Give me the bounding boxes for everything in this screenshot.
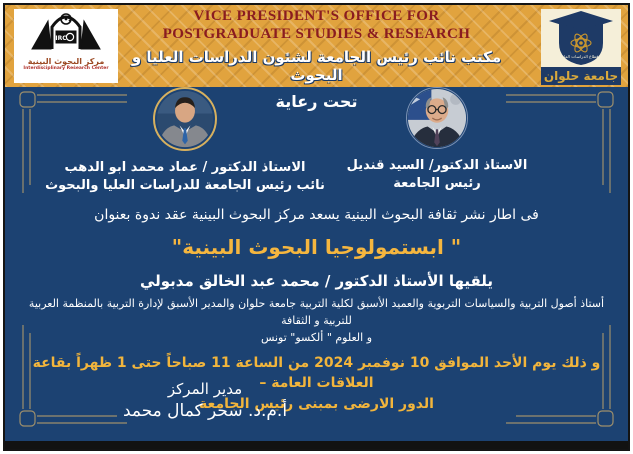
office-title-english-line2: POSTGRADUATE STUDIES & RESEARCH	[162, 25, 471, 42]
flyer-body	[5, 87, 628, 441]
lecturer-credentials-line1: أستاذ أصول التربية والسياسات التربوية والعميد الأسبق لكلية التربية جامعة حلوان والمدير الأسبق لإدارة التربية بالمنظمة العربية للتربية و الثقافة	[28, 297, 605, 328]
irc-logo	[14, 9, 118, 83]
event-datetime-line1: و ذلك يوم الأحد الموافق 10 نوفمبر 2024 من الساعة 11 صباحاً حتى 1 ظهراً بقاعة العلاقات العامة –	[32, 355, 601, 392]
vice-president-photo	[153, 87, 217, 151]
helwan-university-logo	[541, 9, 621, 85]
president-name: الاستاذ الدكتور/ السيد قنديل	[346, 158, 528, 173]
patronage-section	[5, 87, 628, 199]
header-banner	[5, 5, 628, 87]
president-photo	[406, 87, 468, 149]
bottom-black-strip	[5, 441, 628, 449]
president-title: رئيس الجامعة	[393, 176, 481, 191]
seminar-title: " ابستمولوجيا البحوث البينية"	[171, 235, 462, 259]
lecturer-line: يلقيها الأستاذ الدكتور / محمد عبد الخالق مدبولي	[139, 272, 494, 290]
signature-block	[40, 380, 370, 421]
irc-name-arabic: مركز البحوث البينية	[27, 57, 105, 66]
seminar-intro-line: فى اطار نشر ثقافة البحوث البينية يسعد مركز البحوث البينية عقد ندوة بعنوان	[94, 207, 539, 223]
irc-name-english: Interdisciplinary Research Center	[23, 66, 109, 71]
helwan-university-name: جامعة حلوان	[543, 69, 619, 83]
signature-name: أ.م.د. سحر كمال محمد	[122, 401, 288, 421]
signature-role: مدير المركز	[167, 380, 243, 398]
helwan-logo-graphic	[541, 9, 621, 85]
office-title-arabic: مكتب نائب رئيس الجامعة لشئون الدراسات العليا و البحوث	[131, 48, 502, 85]
helwan-sector-label: قطاع الدراسات العليا والبحوث	[545, 54, 599, 59]
irc-logo-emblem	[18, 11, 114, 53]
lecturer-credentials-line2: و العلوم " ألكسو" تونس	[260, 331, 373, 345]
header-titles	[117, 8, 516, 84]
seminar-flyer	[3, 3, 630, 451]
vice-president-block	[40, 87, 330, 193]
vice-president-name: الاستاذ الدكتور / عماد محمد ابو الدهب	[64, 160, 306, 175]
president-block	[327, 87, 547, 191]
irc-acronym: IRC	[55, 35, 67, 42]
patronage-label: تحت رعاية	[275, 92, 358, 111]
vice-president-title: نائب رئيس الجامعة للدراسات العليا والبحوث	[45, 178, 325, 193]
office-title-english-line1: VICE PRESIDENT'S OFFICE FOR	[193, 7, 440, 24]
lecturer-credentials	[5, 295, 628, 346]
event-datetime-line2: الدور الارضى بمبنى رئيس الجامعة	[199, 395, 434, 412]
